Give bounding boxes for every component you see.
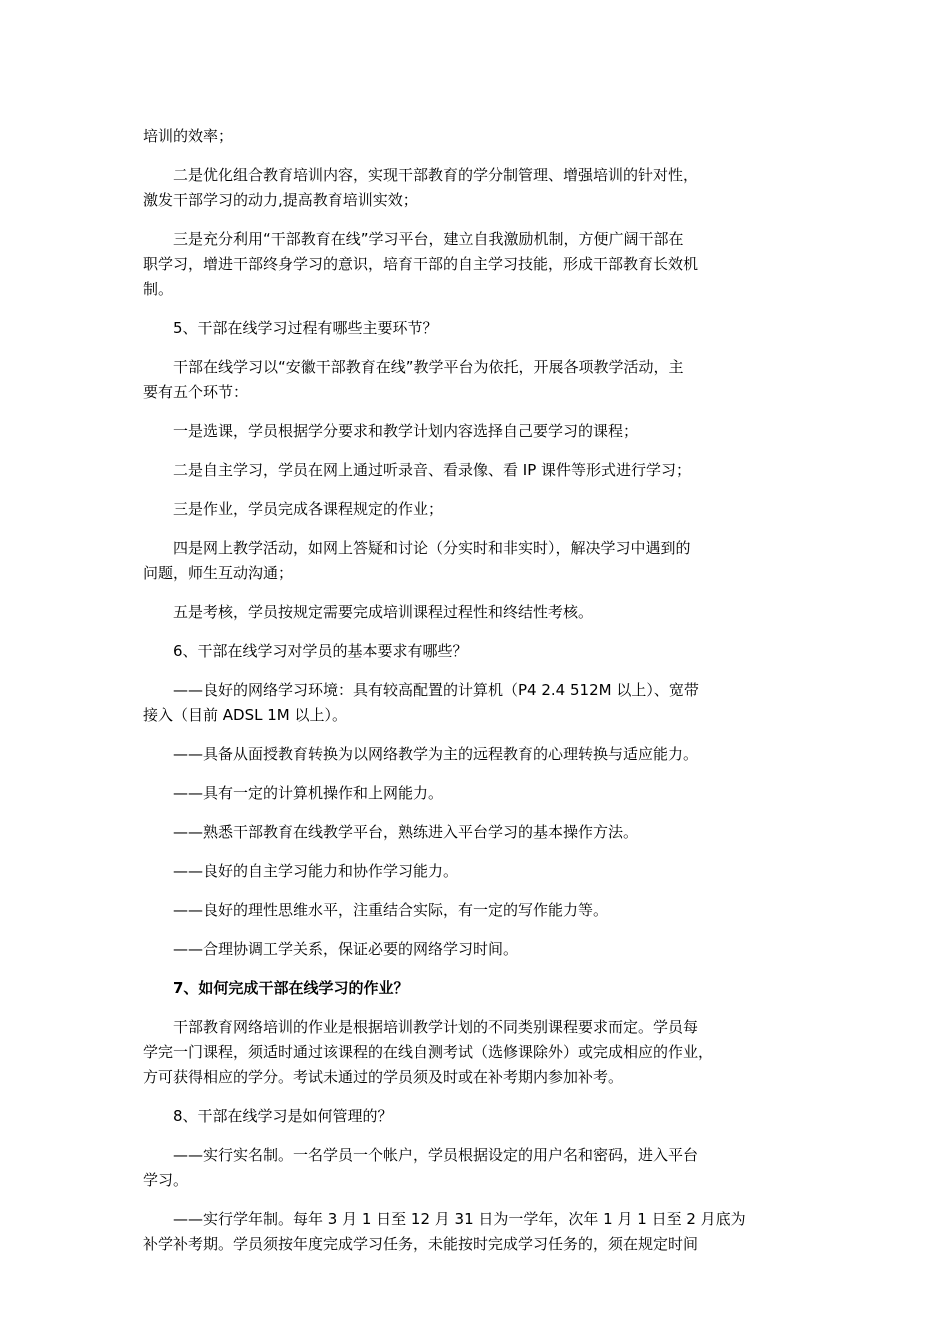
body-paragraph: [143, 1143, 803, 1193]
body-paragraph: [143, 419, 803, 444]
paragraph-line: 6、干部在线学习对学员的基本要求有哪些？: [173, 642, 468, 660]
paragraph-line: 补学补考期。学员须按年度完成学习任务，未能按时完成学习任务的，须在规定时间: [143, 1235, 699, 1253]
paragraph-line: ——良好的理性思维水平，注重结合实际，有一定的写作能力等。: [173, 901, 609, 919]
paragraph-line: 学完一门课程，须适时通过该课程的在线自测考试（选修课除外）或完成相应的作业，: [143, 1043, 714, 1061]
section-heading: [143, 976, 803, 1001]
paragraph-line: 职学习，增进干部终身学习的意识，培育干部的自主学习技能，形成干部教育长效机: [143, 255, 699, 273]
body-paragraph: [143, 497, 803, 522]
paragraph-line: ——具有一定的计算机操作和上网能力。: [173, 784, 444, 802]
paragraph-line: 二是自主学习，学员在网上通过听录音、看录像、看 IP 课件等形式进行学习；: [173, 461, 692, 479]
paragraph-line: 问题，师生互动沟通；: [143, 564, 294, 582]
section-heading: [143, 639, 803, 664]
paragraph-line: ——熟悉干部教育在线教学平台，熟练进入平台学习的基本操作方法。: [173, 823, 639, 841]
paragraph-line: ——良好的网络学习环境：具有较高配置的计算机（P4 2.4 512M 以上）、宽带: [173, 681, 699, 699]
paragraph-line: 培训的效率；: [143, 127, 234, 145]
body-paragraph: [143, 355, 803, 405]
body-paragraph: [143, 1207, 803, 1257]
paragraph-line: ——实行实名制。一名学员一个帐户，学员根据设定的用户名和密码，进入平台: [173, 1146, 699, 1164]
body-paragraph: [143, 124, 803, 149]
paragraph-line: ——实行学年制。每年 3 月 1 日至 12 月 31 日为一学年，次年 1 月 1 日至 2 月底为: [173, 1210, 746, 1228]
paragraph-line: 制。: [143, 280, 174, 298]
paragraph-line: 干部教育网络培训的作业是根据培训教学计划的不同类别课程要求而定。学员每: [173, 1018, 699, 1036]
paragraph-line: 要有五个环节：: [143, 383, 249, 401]
paragraph-line: 激发干部学习的动力,提高教育培训实效；: [143, 191, 418, 209]
body-paragraph: [143, 536, 803, 586]
body-paragraph: [143, 781, 803, 806]
paragraph-line: 四是网上教学活动，如网上答疑和讨论（分实时和非实时），解决学习中遇到的: [173, 539, 691, 557]
body-paragraph: [143, 859, 803, 884]
paragraph-line: 5、干部在线学习过程有哪些主要环节？: [173, 319, 438, 337]
paragraph-line: 学习。: [143, 1171, 189, 1189]
paragraph-line: 方可获得相应的学分。考试未通过的学员须及时或在补考期内参加补考。: [143, 1068, 624, 1086]
paragraph-line: 接入（目前 ADSL 1M 以上）。: [143, 706, 347, 724]
paragraph-line: 二是优化组合教育培训内容，实现干部教育的学分制管理、增强培训的针对性，: [173, 166, 699, 184]
section-heading: [143, 1104, 803, 1129]
paragraph-line: ——合理协调工学关系，保证必要的网络学习时间。: [173, 940, 519, 958]
body-paragraph: [143, 678, 803, 728]
body-paragraph: [143, 820, 803, 845]
body-paragraph: [143, 742, 803, 767]
paragraph-line: 8、干部在线学习是如何管理的？: [173, 1107, 393, 1125]
paragraph-line: 干部在线学习以“安徽干部教育在线”教学平台为依托，开展各项教学活动，主: [173, 358, 684, 376]
body-paragraph: [143, 898, 803, 923]
paragraph-line: ——良好的自主学习能力和协作学习能力。: [173, 862, 459, 880]
paragraph-line: ——具备从面授教育转换为以网络教学为主的远程教育的心理转换与适应能力。: [173, 745, 699, 763]
paragraph-line: 一是选课，学员根据学分要求和教学计划内容选择自己要学习的课程；: [173, 422, 639, 440]
body-paragraph: [143, 1015, 803, 1090]
body-paragraph: [143, 937, 803, 962]
paragraph-line: 五是考核，学员按规定需要完成培训课程过程性和终结性考核。: [173, 603, 594, 621]
paragraph-line: 三是充分利用“干部教育在线”学习平台，建立自我激励机制，方便广阔干部在: [173, 230, 684, 248]
body-paragraph: [143, 458, 803, 483]
section-heading: [143, 316, 803, 341]
body-paragraph: [143, 227, 803, 302]
body-paragraph: [143, 163, 803, 213]
paragraph-line: 三是作业，学员完成各课程规定的作业；: [173, 500, 444, 518]
paragraph-line: 7、如何完成干部在线学习的作业？: [173, 979, 409, 997]
document-body: [143, 124, 803, 1271]
body-paragraph: [143, 600, 803, 625]
